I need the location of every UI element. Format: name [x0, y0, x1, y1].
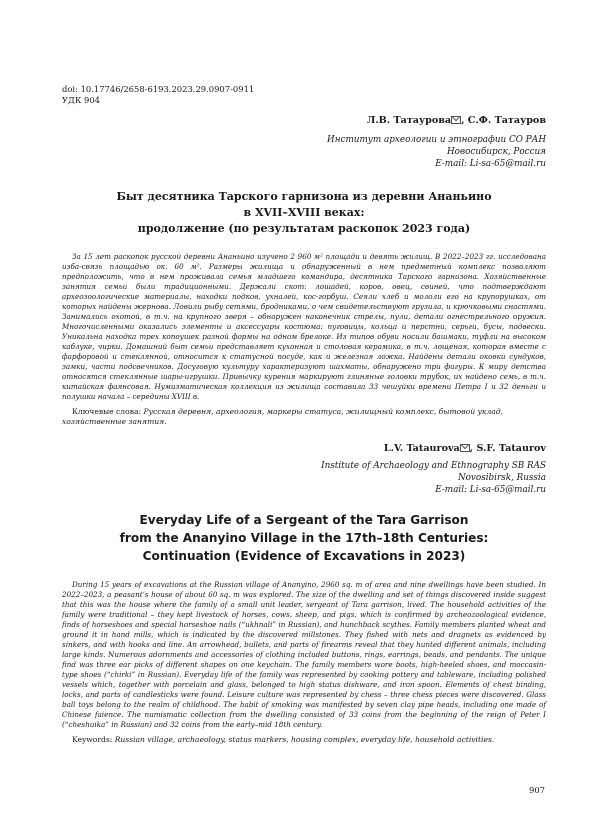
keywords-ru [62, 407, 546, 427]
abstract-ru: За 15 лет раскопок русской деревни Ананьино изучено 2 960 м² площади и девять жилищ. В 2022–2023 гг. исследована изба-связь площадью ок. 60 м². Размеры жилища и обнаруженный в нем предметный комплекс позволяют предположить, что в нем проживала семья младшего командира, десятника Тарского гарнизона. Хозяйственные занятия семьи были традиционными. Держали скот: лошадей, коров, овец, свиней, что подтверждают археозоологические материалы, находки подков, ухналей, кос-горбуш. Сеяли хлеб и мололи его на крупорушках, от которых найдены жернова. Ловили рыбу сетями, бродниками, о чем свидетельствуют грузила, и крючковыми снастями. Занимались охотой, в т.ч. на крупного зверя – обнаружен наконечник стрелы, пули, детали огнестрельного оружия. Многочисленными оказались элементы и аксессуары костюма: пуговицы, кольца и перстни, серьги, бусы, подвески. Уникальна находка трех копоушек разной формы на одном брелоке. Из типов обуви носили башмаки, туфли на высоком каблуке, чирки. Домашний быт семьи представляет кухонная и столовая керамика, в т.ч. лощеная, которая вместе с фарфоровой и стеклянной, относится к статусной посуде, как и железная ложка. Найдены детали оковки сундуков, замки, части подсвечников. Досуговую культуру характеризуют шахматы, обнаружено три фигуры. К миру детства относятся стеклянные шары-игрушки. Привычку курения маркируют глиняные головки трубок, их найдено семь, в т.ч. китайская фаянсовая. Нумизматическая коллекция из жилища составила 33 чешуйки времени Петра I и 32 деньги и полушки начала – середины XVIII в. [62, 252, 546, 401]
affiliation-ru-institute: Институт археологии и этнографии СО РАН [327, 135, 546, 145]
title-en-line-2: from the Ananyino Village in the 17th–18th Centuries: [119, 531, 489, 545]
affiliation-ru-city: Новосибирск, Россия [447, 147, 546, 157]
author-ru-2: , С.Ф. Татауров [461, 115, 546, 126]
authors-en [62, 443, 546, 454]
affiliation-en [62, 460, 546, 496]
keywords-en [62, 735, 546, 745]
page-number: 907 [529, 785, 545, 795]
title-ru-line-3: продолжение (по результатам раскопок 2023 года) [137, 222, 471, 235]
doi-line: doi: 10.17746/2658-6193.2023.29.0907-0911 [62, 84, 255, 94]
affiliation-en-email: E-mail: Li-sa-65@mail.ru [435, 485, 546, 495]
affiliation-ru [62, 134, 546, 170]
envelope-icon [451, 116, 461, 124]
abstract-en: During 15 years of excavations at the Russian village of Ananyino, 2960 sq. m of area and nine dwellings have been studied. In 2022–2023, a peasant’s house of about 60 sq. m was explored. The size of the dwelling and set of things discovered inside suggest that this was the house where the family of a small unit leader, sergeant of Tara garrison, lived. The household activities of the family were traditional – they kept livestock of horses, cows, sheep, and pigs, which is confirmed by archeozoological evidence, finds of horseshoes and special horseshoe nails (“ukhnali” in Russian), and hunchback scythes. Family members planted wheat and ground it in hand mills, which is indicated by the discovered millstones. They fished with nets and dragnets as evidenced by sinkers, and with hooks and line. An arrowhead, bullets, and parts of firearms reveal that they hunted different animals, including large kinds. Numerous adornments and accessories of clothing included buttons, rings, earrings, beads, and pendants. The unique find was three ear picks of different shapes on one keychain. The family members wore boots, high-heeled shoes, and moccasin-type shoes (“chirki” in Russian). Everyday life of the family was represented by cooking pottery and tableware, including polished vessels which, together with porcelain and glass, belonged to high status dishware, and iron spoon. Elements of chest binding, locks, and parts of candlesticks were found. Leisure culture was represented by chess – three chess pieces were discovered. Glass ball toys belong to the realm of childhood. The habit of smoking was manifested by seven clay pipe heads, including one made of Chinese faience. The numismatic collection from the dwelling consisted of 33 coins from the beginning of the reign of Peter I (“cheshuika” in Russian) and 32 coins from the early–mid 18th century. [62, 580, 546, 729]
title-en-line-1: Everyday Life of a Sergeant of the Tara Garrison [139, 513, 469, 527]
authors-ru [62, 115, 546, 126]
title-ru-line-1: Быт десятника Тарского гарнизона из деревни Ананьино [116, 190, 492, 203]
title-ru-line-2: в XVII–XVIII веках: [243, 206, 365, 219]
keywords-ru-label: Ключевые слова: [72, 407, 144, 416]
keywords-en-values: Russian village, archaeology, status markers, housing complex, everyday life, household activities. [114, 735, 495, 744]
author-en-1: L.V. Tataurova [383, 443, 460, 454]
affiliation-ru-email: E-mail: Li-sa-65@mail.ru [435, 159, 546, 169]
title-en-line-3: Continuation (Evidence of Excavations in 2023) [142, 549, 466, 563]
affiliation-en-city: Novosibirsk, Russia [457, 473, 546, 483]
article-page [62, 84, 546, 745]
keywords-en-label: Keywords: [72, 735, 115, 744]
affiliation-en-institute: Institute of Archaeology and Ethnography SB RAS [321, 461, 546, 471]
author-en-2: , S.F. Tataurov [469, 443, 546, 454]
title-ru [62, 189, 546, 237]
envelope-icon [460, 444, 470, 452]
title-en [62, 511, 546, 565]
author-ru-1: Л.В. Татаурова [366, 115, 452, 126]
udk-line: УДК 904 [62, 95, 100, 105]
keywords-ru-values: Русская деревня, археология, маркеры статуса, жилищный комплекс, бытовой уклад, хозяйственные занятия. [62, 407, 504, 426]
